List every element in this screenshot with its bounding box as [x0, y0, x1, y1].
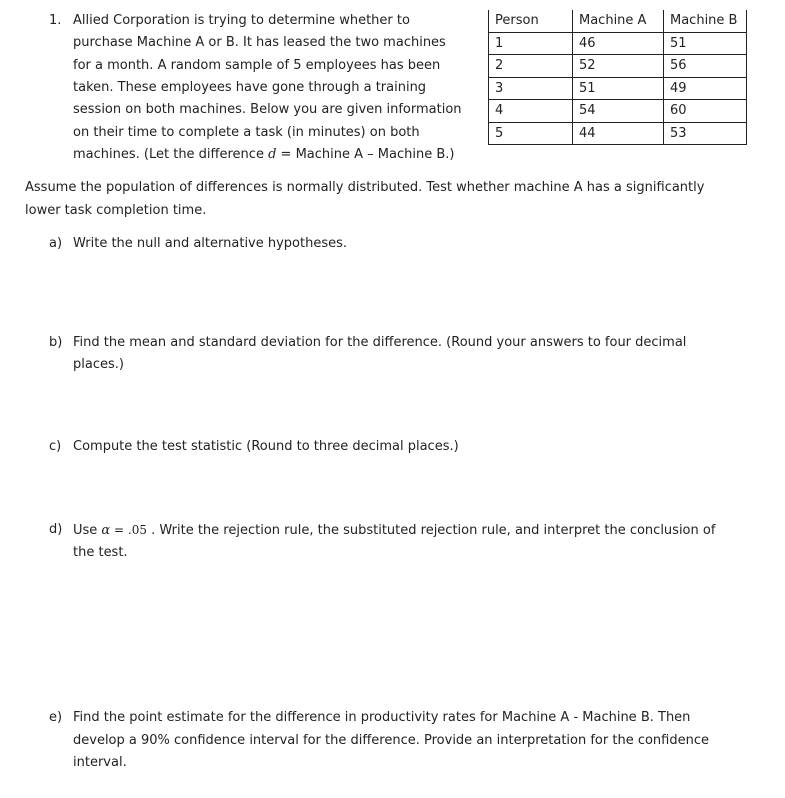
cell-person: 2	[489, 55, 573, 78]
cell-machine-a: 54	[573, 100, 664, 123]
part-d-text-1	[73, 522, 715, 539]
table-header-row	[489, 10, 747, 32]
intro-line-4: taken. These employees have gone through a training	[73, 80, 427, 95]
part-e-text-3: interval.	[73, 755, 127, 770]
part-d-prefix: Use	[73, 523, 102, 538]
cell-machine-b: 56	[664, 55, 747, 78]
part-c-label: c)	[49, 439, 62, 454]
part-e-text-1: Find the point estimate for the difference in productivity rates for Machine A - Machine B. Then	[73, 710, 691, 725]
header-machine-a: Machine A	[573, 10, 664, 32]
machine-times-table	[488, 10, 747, 145]
cell-machine-b: 49	[664, 77, 747, 100]
cell-machine-a: 51	[573, 77, 664, 100]
intro-line-7	[73, 147, 454, 163]
cell-person: 4	[489, 100, 573, 123]
intro-line-2: purchase Machine A or B. It has leased the two machines	[73, 35, 446, 50]
alpha-value: .05	[127, 523, 147, 537]
intro-line-7-suffix: = Machine A – Machine B.)	[276, 147, 455, 162]
intro-line-6: on their time to complete a task (in minutes) on both	[73, 125, 420, 140]
alpha-symbol: α	[101, 523, 111, 538]
intro-line-1: Allied Corporation is trying to determine whether to	[73, 13, 410, 28]
cell-person: 5	[489, 122, 573, 145]
part-b-text-1: Find the mean and standard deviation for the difference. (Round your answers to four decimal	[73, 335, 687, 350]
intro-line-3: for a month. A random sample of 5 employees has been	[73, 58, 441, 73]
table-row	[489, 32, 747, 55]
cell-machine-b: 60	[664, 100, 747, 123]
cell-machine-a: 52	[573, 55, 664, 78]
table-row	[489, 55, 747, 78]
table-row	[489, 100, 747, 123]
part-a-label: a)	[49, 236, 63, 251]
assumption-line-2: lower task completion time.	[25, 203, 207, 218]
part-e-text-2: develop a 90% confidence interval for the difference. Provide an interpretation for the confidence	[73, 733, 709, 748]
part-d-text-2: the test.	[73, 545, 128, 560]
cell-person: 3	[489, 77, 573, 100]
difference-variable: d	[268, 147, 277, 162]
header-person: Person	[489, 10, 573, 32]
cell-machine-b: 53	[664, 122, 747, 145]
part-c-text: Compute the test statistic (Round to three decimal places.)	[73, 439, 459, 454]
cell-machine-b: 51	[664, 32, 747, 55]
assumption-line-1: Assume the population of differences is normally distributed. Test whether machine A has a significantly	[25, 180, 705, 195]
part-b-label: b)	[49, 335, 63, 350]
intro-line-5: session on both machines. Below you are given information	[73, 102, 462, 117]
cell-machine-a: 44	[573, 122, 664, 145]
table-row	[489, 77, 747, 100]
header-machine-b: Machine B	[664, 10, 747, 32]
part-d-suffix: . Write the rejection rule, the substituted rejection rule, and interpret the conclusion of	[146, 523, 716, 538]
alpha-equals: =	[110, 523, 128, 537]
part-d-label: d)	[49, 522, 63, 537]
intro-line-7-prefix: machines. (Let the difference	[73, 147, 269, 162]
part-e-label: e)	[49, 710, 63, 725]
cell-machine-a: 46	[573, 32, 664, 55]
part-a-text: Write the null and alternative hypotheses.	[73, 236, 348, 251]
table-row	[489, 122, 747, 145]
question-number: 1.	[49, 13, 62, 28]
cell-person: 1	[489, 32, 573, 55]
part-b-text-2: places.)	[73, 357, 124, 372]
